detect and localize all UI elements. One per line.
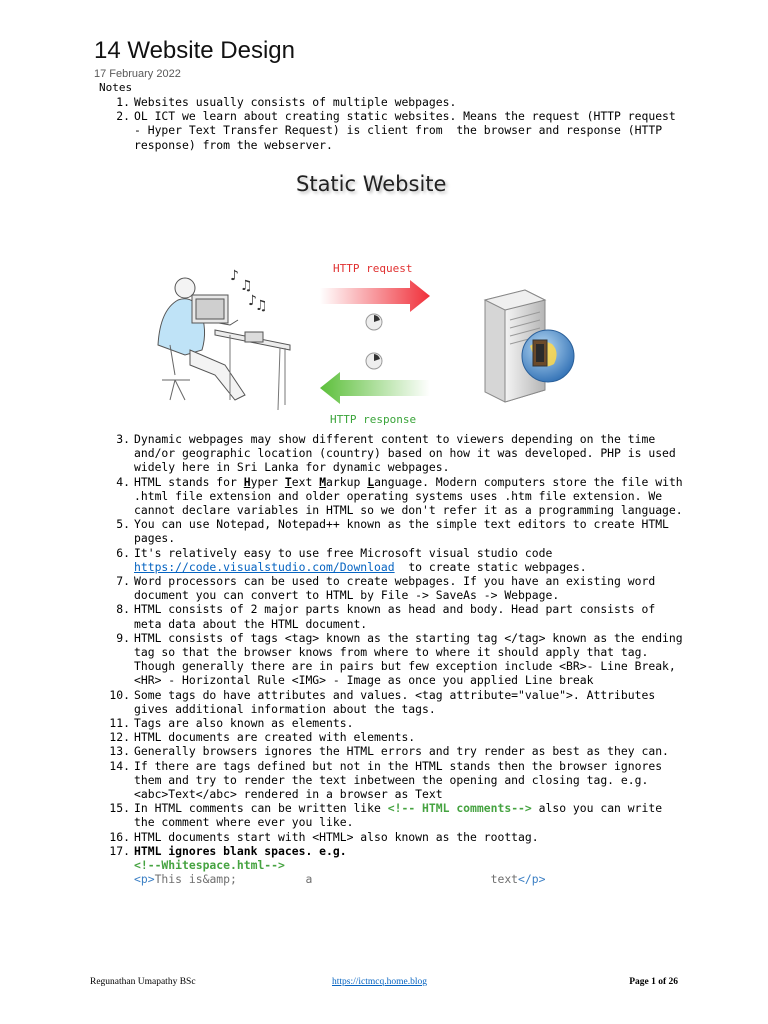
- list-item: 6. It's relatively easy to use free Microsoft visual studio code https://code.visualstudio.com/Download to create static webpages.: [116, 545, 587, 574]
- client-user-icon: [158, 278, 290, 410]
- http-request-label: HTTP request: [333, 262, 413, 275]
- page-footer: [90, 977, 678, 991]
- footer-page-number: Page 1 of 26: [629, 977, 678, 987]
- code-paragraph-text: This is&amp; a text: [154, 872, 519, 887]
- list-item: 12. HTML documents are created with elements.: [109, 730, 416, 745]
- list-item: 17. HTML ignores blank spaces. e.g. <!--Whitespace.html--> <p>This is&amp; a text</p>: [109, 843, 546, 887]
- footer-blog-link[interactable]: https://ictmcq.home.blog: [332, 977, 427, 987]
- notes-label: Notes: [99, 81, 133, 94]
- clock-icon: [366, 314, 382, 330]
- svg-text:♪: ♪: [248, 293, 257, 309]
- list-item: 10. Some tags do have attributes and values. <tag attribute="value">. Attributes gives additional information about the tags.: [109, 687, 663, 716]
- list-item: 13. Generally browsers ignores the HTML errors and try render as best as they can.: [109, 744, 669, 759]
- svg-text:♪: ♪: [230, 268, 239, 284]
- list-item: 7. Word processors can be used to create webpages. If you have an existing word document you can convert to HTML by File -> SaveAs -> Webpage.: [116, 574, 663, 603]
- list-item: 9. HTML consists of tags <tag> known as the starting tag </tag> known as the ending tag so that the browser knows from where to where it should apply that tag. Though generally there are in pairs but few exception include <BR>- Line Break, <HR> - Horizontal Rule <IMG> - Image as once you applied Line break: [116, 630, 690, 688]
- request-arrow-icon: [320, 280, 430, 312]
- notes-list-top: [104, 95, 684, 152]
- code-comment-line: <!--Whitespace.html-->: [134, 858, 285, 873]
- document-date: 17 February 2022: [94, 68, 181, 80]
- list-item: 2. OL ICT we learn about creating static websites. Means the request (HTTP request - Hyper Text Transfer Request) is client from the browser and response (HTTP response) from the webserver.: [116, 109, 683, 152]
- footer-author: Regunathan Umapathy BSc: [90, 977, 196, 987]
- globe-icon: [522, 330, 574, 382]
- music-notes-icon: [230, 268, 268, 314]
- list-item: 3. Dynamic webpages may show different content to viewers depending on the time and/or geographic location (country) based on how it was developed. PHP is used widely here in Sri Lanka for dynamic webpages.: [116, 432, 683, 475]
- list-item: 11. Tags are also known as elements.: [109, 716, 354, 731]
- static-website-diagram: [130, 160, 590, 430]
- clock-icon: [366, 353, 382, 369]
- vscode-download-link[interactable]: https://code.visualstudio.com/Download: [134, 559, 395, 574]
- list-item: 14. If there are tags defined but not in the HTML stands then the browser ignores them and try to render the text inbetween the opening and closing tag. e.g. <abc>Text</abc> rendered in a browser as Text: [109, 758, 669, 802]
- list-item: 4. HTML stands for Hyper Text Markup Language. Modern computers store the file with .html file extension and older operating systems uses .htm file extension. We cannot declare variables in HTML so we don't refer it as a programming language.: [116, 474, 690, 518]
- svg-text:♫: ♫: [255, 298, 268, 314]
- list-item: 8. HTML consists of 2 major parts known as head and body. Head part consists of meta data about the HTML document.: [116, 602, 663, 631]
- list-item: 1. Websites usually consists of multiple webpages.: [116, 95, 457, 109]
- figure-title: Static Website: [296, 172, 447, 196]
- list-item: 5. You can use Notepad, Notepad++ known as the simple text editors to create HTML pages.: [116, 517, 676, 546]
- svg-text:♫: ♫: [240, 278, 253, 294]
- list-item: 16. HTML documents start with <HTML> also known as the roottag.: [109, 829, 539, 844]
- list-item: 15. In HTML comments can be written like <!-- HTML comments--> also you can write the comment where ever you like.: [109, 801, 669, 830]
- document-title: 14 Website Design: [94, 37, 295, 64]
- response-arrow-icon: [320, 372, 430, 404]
- http-response-label: HTTP response: [330, 413, 417, 426]
- notes-list: [104, 432, 690, 887]
- html-comment-example: <!-- HTML comments-->: [387, 801, 532, 816]
